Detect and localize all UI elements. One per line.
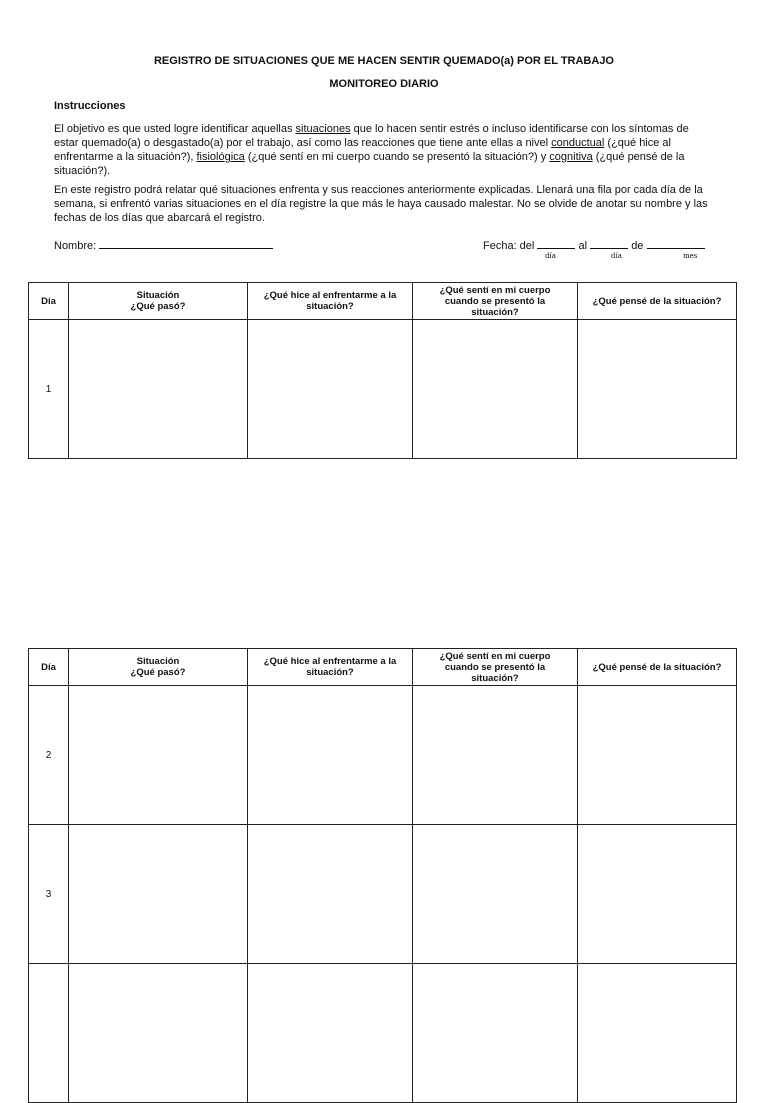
header-que-senti: ¿Qué sentí en mi cuerpo cuando se presentó la situación?: [413, 649, 578, 686]
date-label: Fecha: del: [483, 240, 535, 252]
header-que-pense: ¿Qué pensé de la situación?: [578, 283, 737, 320]
date-from-blank[interactable]: [537, 238, 575, 249]
name-blank[interactable]: [99, 238, 273, 249]
cell-que-hice[interactable]: [248, 686, 413, 825]
date-al-label: al: [578, 240, 588, 252]
table-row: [29, 320, 737, 459]
header-situacion: Situación ¿Qué pasó?: [69, 283, 248, 320]
cell-que-senti[interactable]: [413, 320, 578, 459]
cell-que-pense[interactable]: [578, 686, 737, 825]
para1-text-1: El objetivo es que usted logre identificar aquellas: [54, 123, 296, 135]
cell-situacion[interactable]: [69, 320, 248, 459]
table-row: [29, 964, 737, 1103]
date-de-label: de: [631, 240, 644, 252]
instructions-heading: Instrucciones: [54, 100, 126, 112]
instructions-paragraph-1: [54, 122, 716, 178]
cell-situacion[interactable]: [69, 825, 248, 964]
header-situacion: Situación ¿Qué pasó?: [69, 649, 248, 686]
header-dia: Día: [29, 649, 69, 686]
name-label: Nombre:: [54, 240, 97, 252]
registro-table-1: [28, 282, 737, 459]
term-fisiologica: fisiológica: [196, 151, 245, 163]
term-cognitiva: cognitiva: [549, 151, 593, 163]
para1-text-3: (¿qué hice al enfrentarme a la situación?),: [54, 137, 671, 163]
day-number: 2: [29, 686, 69, 825]
cell-que-pense[interactable]: [578, 320, 737, 459]
document-title: REGISTRO DE SITUACIONES QUE ME HACEN SENTIR QUEMADO(a) POR EL TRABAJO: [153, 55, 614, 67]
table-row: [29, 686, 737, 825]
date-field: [483, 238, 705, 252]
cell-que-hice[interactable]: [248, 320, 413, 459]
header-que-pense: ¿Qué pensé de la situación?: [578, 649, 737, 686]
cell-situacion[interactable]: [69, 686, 248, 825]
cell-que-hice[interactable]: [248, 825, 413, 964]
registro-table-2: [28, 648, 737, 1103]
day-number: 3: [29, 825, 69, 964]
document-subtitle: MONITOREO DIARIO: [329, 78, 439, 90]
instructions-paragraph-2: En este registro podrá relatar qué situaciones enfrenta y sus reacciones anteriormente explicadas. Llenará una fila por cada día de la semana, si enfrentó varias situaciones en el día registre la que más le haya causado malestar. No se olvide de anotar su nombre y las fechas de los días que abarcará el registro.: [54, 184, 708, 224]
para1-text-2: que lo hacen sentir estrés o incluso identificarse con los síntomas de estar quemado(a) o desgastado(a) por el trabajo, así como las reacciones que tiene ante ellas a nivel: [54, 123, 689, 149]
header-que-senti: ¿Qué sentí en mi cuerpo cuando se presentó la situación?: [413, 283, 578, 320]
instructions-body: [54, 122, 716, 230]
name-field[interactable]: [54, 238, 273, 252]
header-que-hice: ¿Qué hice al enfrentarme a la situación?: [248, 283, 413, 320]
cell-que-hice[interactable]: [248, 964, 413, 1103]
header-que-hice: ¿Qué hice al enfrentarme a la situación?: [248, 649, 413, 686]
cell-que-senti[interactable]: [413, 825, 578, 964]
day-number: 1: [29, 320, 69, 459]
para1-text-4: (¿qué sentí en mi cuerpo cuando se presentó la situación?) y: [244, 151, 550, 163]
term-situaciones: situaciones: [295, 123, 351, 135]
day-number: [29, 964, 69, 1103]
table-row: [29, 825, 737, 964]
term-conductual: conductual: [551, 137, 605, 149]
sub-label-dia-1: día: [545, 252, 556, 260]
cell-que-senti[interactable]: [413, 686, 578, 825]
cell-situacion[interactable]: [69, 964, 248, 1103]
date-to-blank[interactable]: [590, 238, 628, 249]
table-header-row: [29, 283, 737, 320]
cell-que-senti[interactable]: [413, 964, 578, 1103]
header-dia: Día: [29, 283, 69, 320]
cell-que-pense[interactable]: [578, 825, 737, 964]
sub-label-mes: mes: [683, 252, 698, 260]
date-month-blank[interactable]: [647, 238, 705, 249]
cell-que-pense[interactable]: [578, 964, 737, 1103]
table-header-row: [29, 649, 737, 686]
sub-label-dia-2: día: [611, 252, 622, 260]
para1-text-5: (¿qué pensé de la situación?).: [54, 151, 685, 177]
